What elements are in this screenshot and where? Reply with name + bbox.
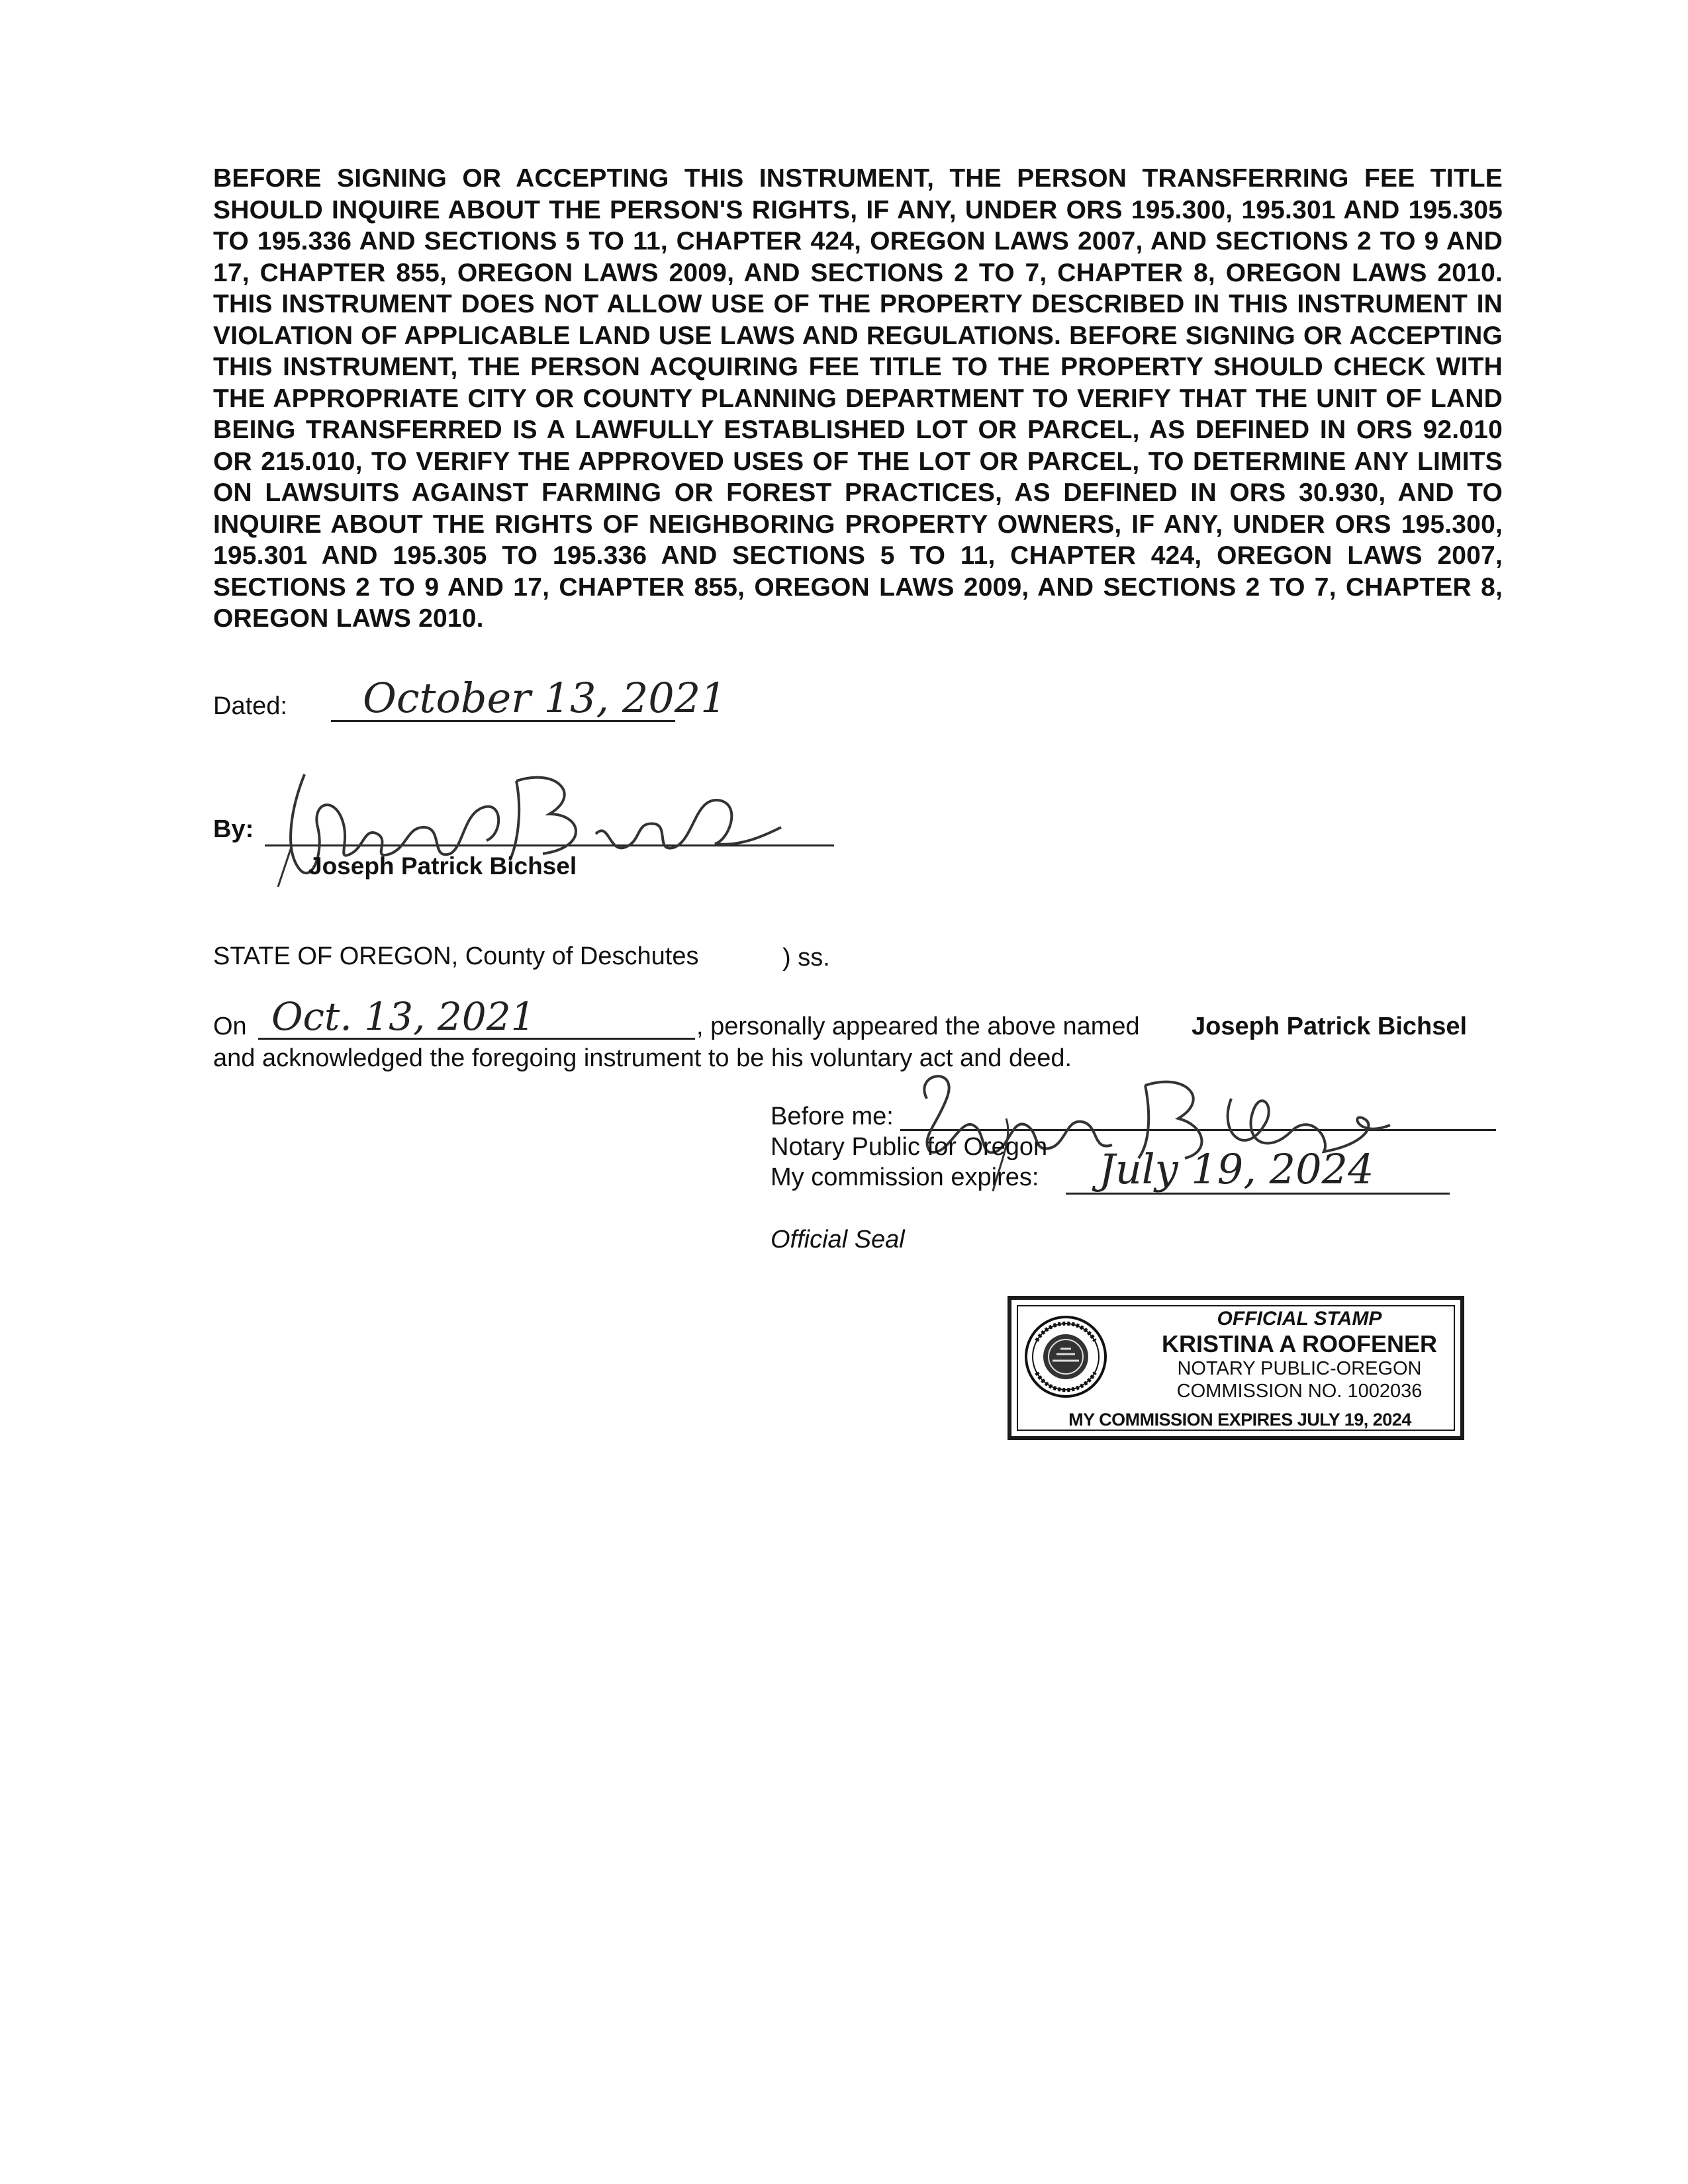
notary-public-label: Notary Public for Oregon xyxy=(771,1133,1048,1161)
dated-handwritten-date: October 13, 2021 xyxy=(363,674,727,722)
land-use-disclaimer: BEFORE SIGNING OR ACCEPTING THIS INSTRUMENT, THE PERSON TRANSFERRING FEE TITLE SHOULD INQUIRE ABOUT THE PERSON'S RIGHTS, IF ANY, UNDER ORS 195.300, 195.301 AND 195.305 TO 195.336 AND SECTIONS 5 TO 11, CHAPTER 424, OREGON LAWS 2007, AND SECTIONS 2 TO 9 AND 17, CHAPTER 855, OREGON LAWS 2009, AND SECTIONS 2 TO 7, CHAPTER 8, OREGON LAWS 2010. THIS INSTRUMENT DOES NOT ALLOW USE OF THE PROPERTY DESCRIBED IN THIS INSTRUMENT IN VIOLATION OF APPLICABLE LAND USE LAWS AND REGULATIONS. BEFORE SIGNING OR ACCEPTING THIS INSTRUMENT, THE PERSON ACQUIRING FEE TITLE TO THE PROPERTY SHOULD CHECK WITH THE APPROPRIATE CITY OR COUNTY PLANNING DEPARTMENT TO VERIFY THAT THE UNIT OF LAND BEING TRANSFERRED IS A LAWFULLY ESTABLISHED LOT OR PARCEL, AS DEFINED IN ORS 92.010 OR 215.010, TO VERIFY THE APPROVED USES OF THE LOT OR PARCEL, TO DETERMINE ANY LIMITS ON LAWSUITS AGAINST FARMING OR FOREST PRACTICES, AS DEFINED IN ORS 30.930, AND TO INQUIRE ABOUT THE RIGHTS OF NEIGHBORING PROPERTY OWNERS, IF ANY, UNDER ORS 195.300, 195.301 AND 195.305 TO 195.336 AND SECTIONS 5 TO 11, CHAPTER 424, OREGON LAWS 2007, SECTIONS 2 TO 9 AND 17, CHAPTER 855, OREGON LAWS 2009, AND SECTIONS 2 TO 7, CHAPTER 8, OREGON LAWS 2010. xyxy=(213,164,1503,633)
grantor-printed-name: Joseph Patrick Bichsel xyxy=(308,852,577,880)
stamp-notary-public: NOTARY PUBLIC-OREGON xyxy=(1177,1358,1422,1379)
appeared-text: , personally appeared the above named xyxy=(696,1013,1140,1040)
official-seal-label: Official Seal xyxy=(771,1226,905,1253)
stamp-notary-name: KRISTINA A ROOFENER xyxy=(1161,1330,1437,1357)
on-handwritten-date: Oct. 13, 2021 xyxy=(271,994,536,1039)
commission-expires-label: My commission expires: xyxy=(771,1163,1039,1191)
on-label: On xyxy=(213,1013,247,1040)
by-label: By: xyxy=(213,815,254,843)
ss-label: ) ss. xyxy=(782,944,830,972)
dated-label: Dated: xyxy=(213,692,287,720)
appeared-name: Joseph Patrick Bichsel xyxy=(1192,1013,1468,1040)
acknowledgment-line: and acknowledged the foregoing instrument to be his voluntary act and deed. xyxy=(213,1044,1072,1072)
oregon-state-seal-icon xyxy=(1023,1314,1108,1399)
notary-official-stamp xyxy=(1008,1296,1464,1440)
stamp-title: OFFICIAL STAMP xyxy=(1217,1308,1382,1330)
stamp-commission-number: COMMISSION NO. 1002036 xyxy=(1176,1381,1423,1402)
commission-handwritten-date: July 19, 2024 xyxy=(1099,1145,1374,1193)
state-county-line: STATE OF OREGON, County of Deschutes xyxy=(213,942,699,970)
before-me-label: Before me: xyxy=(771,1103,894,1130)
stamp-commission-expiry: MY COMMISSION EXPIRES JULY 19, 2024 xyxy=(1068,1410,1411,1430)
